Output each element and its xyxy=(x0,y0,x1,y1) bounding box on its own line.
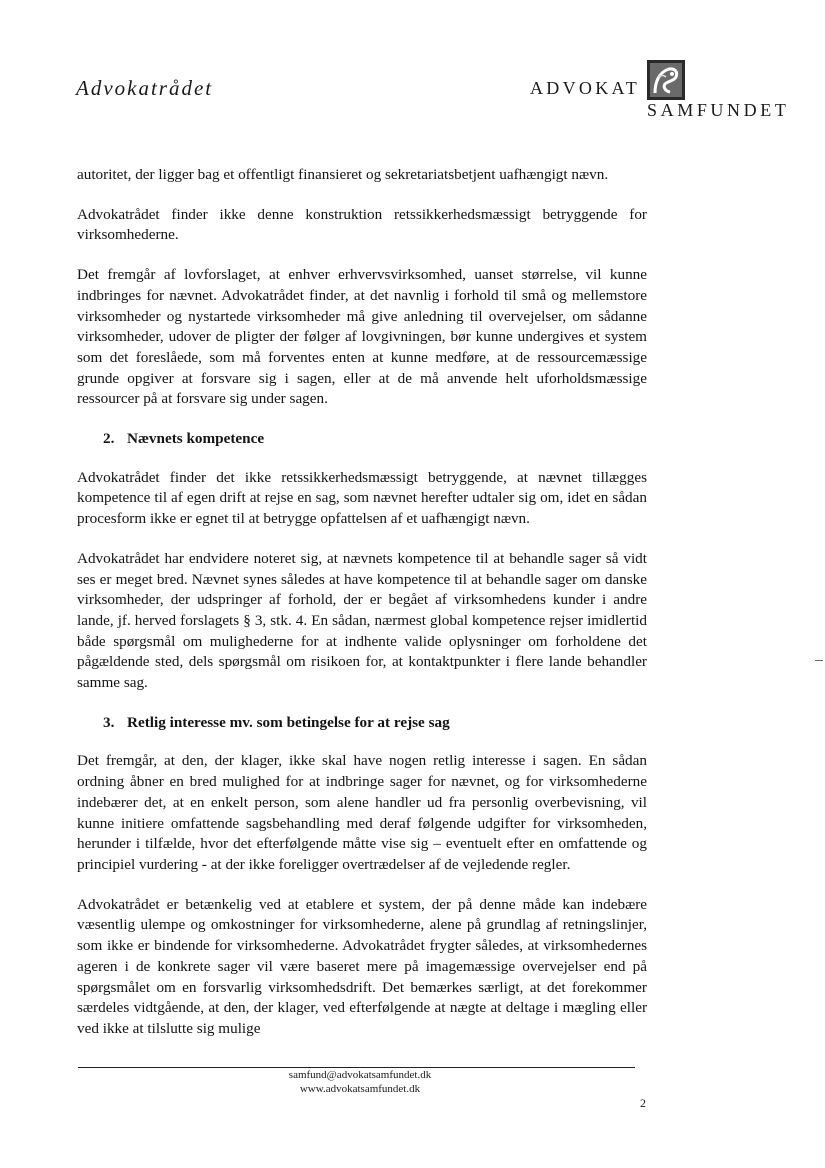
section-number: 2. xyxy=(103,430,115,448)
advokatsamfundet-logo xyxy=(520,58,800,128)
paragraph-konstruktion: Advokatrådet finder ikke denne konstruktion retssikkerhedsmæssigt betryggende for virksomhederne. xyxy=(77,205,647,244)
paragraph-kompetence-bred: Advokatrådet har endvidere noteret sig, at nævnets kompetence til at behandle sager så vidt ses er meget bred. Nævnet synes således at have kompetence til at behandle sager om danske virksomheder, der udspringer af forhold, der er begået af virksomhedens kunder i andre lande, jf. herved forslagets § 3, stk. 4. En sådan, nærmest global kompetence rejser imidlertid både spørgsmål om mulighederne for at indhente valide oplysninger om forholdene det pågældende sted, dels spørgsmål om risikoen for, at kontaktpunkter i flere lande behandler samme sag. xyxy=(77,549,647,692)
logo-emblem-icon xyxy=(647,60,685,100)
section-title: Retlig interesse mv. som betingelse for at rejse sag xyxy=(127,713,450,731)
paragraph-egen-drift: Advokatrådet finder det ikke retssikkerhedsmæssigt betryggende, at nævnet tillægges kompetence til af egen drift at rejse en sag, som nævnet herefter udtaler sig om, idet en sådan procesform ikke er egnet til at betrygge opfattelsen af et uafhængigt nævn. xyxy=(77,468,647,528)
paragraph-autoritet: autoritet, der ligger bag et offentligt finansieret og sekretariatsbetjent uafhængigt nævn. xyxy=(77,166,609,183)
section-number: 3. xyxy=(103,713,115,731)
paragraph-betaenkelig: Advokatrådet er betænkelig ved at etablere et system, der på denne måde kan indebære væsentlig ulempe og omkostninger for virksomhederne, alene på grundlag af retningslinjer, som ikke er bindende for virksomhederne. Advokatrådet frygter således, at virksomhedernes ageren i de konkrete sager vil være baseret mere på imagemæssige overvejelser end på spørgsmålet om en forsvarlig virksomhedsdrift. Det bemærkes særligt, at det forekommer særdeles vidtgående, at den, der klager, ved efterfølgende at nægte at deltage i mægling eller ved ikke at tilslutte sig mulige xyxy=(77,895,647,1037)
scan-edge-mark xyxy=(815,660,823,661)
header-title: Advokatrådet xyxy=(76,76,214,100)
section-title: Nævnets kompetence xyxy=(127,430,265,448)
page-header xyxy=(0,0,825,130)
page-footer xyxy=(0,1062,825,1162)
document-body xyxy=(77,165,647,1059)
section-heading-2 xyxy=(103,429,647,450)
section-heading-3 xyxy=(103,713,647,734)
paragraph-retlig-interesse: Det fremgår, at den, der klager, ikke skal have nogen retlig interesse i sagen. En sådan ordning åbner en bred mulighed for at indbringe sager for nævnet, og for virksomhederne indebærer det, at en enkelt person, som alene handler ud fra personlig overbevisning, vil kunne initiere omfattende sagsbehandling med deraf følgende udgifter for virksomheden, herunder i tilfælde, hvor det efterfølgende måtte vise sig – eventuelt efter en omfattende og principiel vurdering - at der ikke foreligger overtrædelser af de vejledende regler. xyxy=(77,752,647,873)
logo-text-top: ADVOKAT xyxy=(530,78,641,98)
page-number: 2 xyxy=(640,1096,646,1110)
footer-divider xyxy=(78,1067,635,1068)
paragraph-lovforslaget: Det fremgår af lovforslaget, at enhver erhvervsvirksomhed, uanset størrelse, vil kunne indbringes for nævnet. Advokatrådet finder, at det navnlig i forhold til små og mellemstore virksomheder og nystartede virksomheder må give anledning til overvejelser, om sådanne virksomheder, udover de pligter der følger af lovgivningen, bør kunne undergives et system som det foreslåede, som må forventes enten at kunne medføre, at de ressourcemæssige grunde opgiver at forsvare sig i sagen, eller at de må anvende helt uforholdsmæssige ressourcer på at forsvare sig under sagen. xyxy=(77,266,647,408)
footer-email: samfund@advokatsamfundet.dk xyxy=(288,1069,432,1081)
logo-text-bottom: SAMFUNDET xyxy=(647,100,790,120)
footer-website: www.advokatsamfundet.dk xyxy=(299,1083,421,1095)
